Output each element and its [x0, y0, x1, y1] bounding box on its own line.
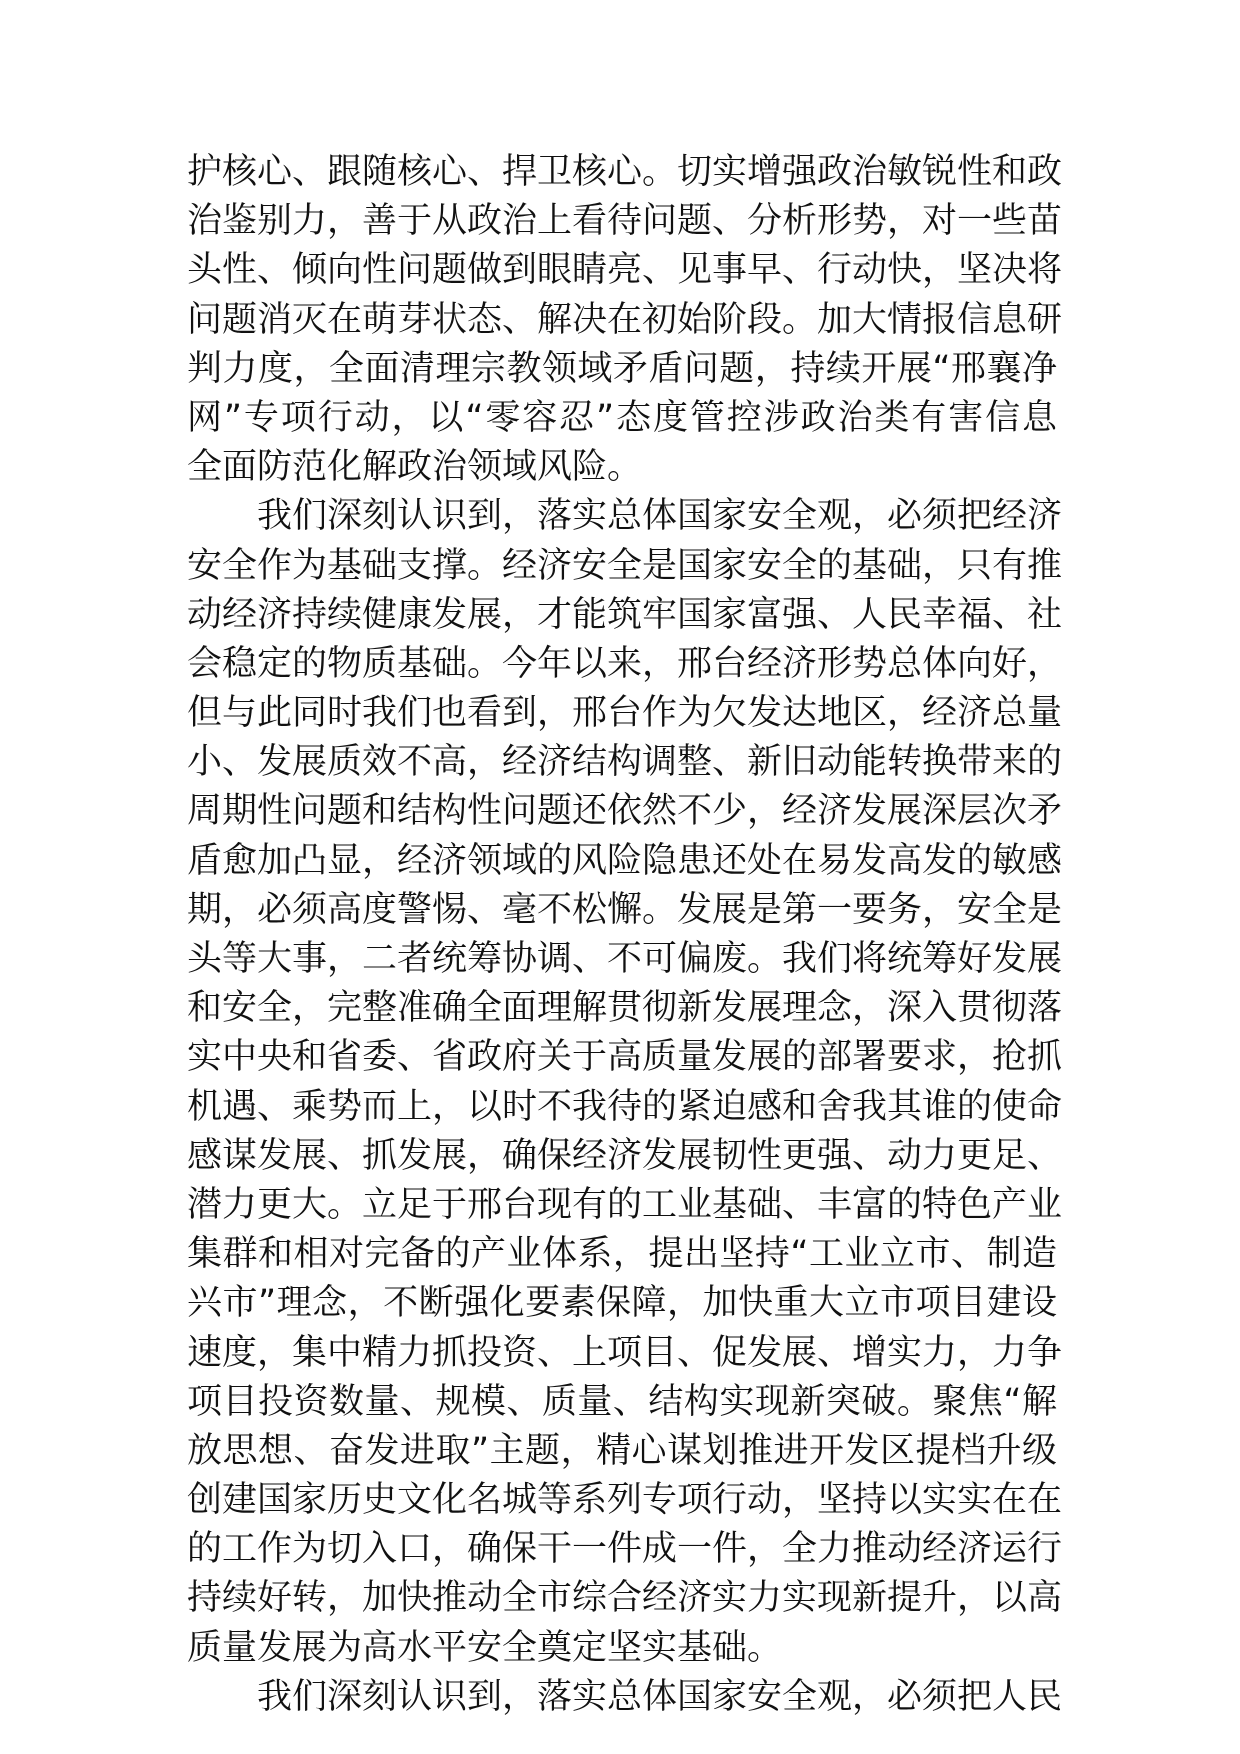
- text-line: 头等大事，二者统筹协调、不可偏废。我们将统筹好发展: [187, 939, 1063, 979]
- text-line: 放思想、奋发进取”主题，精心谋划推进开发区提档升级: [187, 1430, 1057, 1471]
- text-line: 安全作为基础支撑。经济安全是国家安全的基础，只有推: [187, 545, 1063, 586]
- text-line: 网”专项行动，以“零容忍”态度管控涉政治类有害信息: [187, 397, 1057, 438]
- paragraph-people-security: [187, 1673, 1063, 1722]
- text-line: 盾愈加凸显，经济领域的风险隐患还处在易发高发的敏感: [187, 840, 1063, 881]
- text-line: 动经济持续健康发展，才能筑牢国家富强、人民幸福、社: [187, 594, 1063, 635]
- text-line: 但与此同时我们也看到，邢台作为欠发达地区，经济总量: [187, 693, 1063, 734]
- text-line: 持续好转，加快推动全市综合经济实力实现新提升，以高: [187, 1578, 1063, 1619]
- paragraph-political-security: [187, 148, 1063, 492]
- text-line: 治鉴别力，善于从政治上看待问题、分析形势，对一些苗: [187, 201, 1063, 242]
- text-line: 我们深刻认识到，落实总体国家安全观，必须把经济: [187, 496, 1063, 537]
- text-line: 小、发展质效不高，经济结构调整、新旧动能转换带来的: [187, 742, 1063, 783]
- text-line: 创建国家历史文化名城等系列专项行动，坚持以实实在在: [187, 1480, 1063, 1521]
- text-line: 会稳定的物质基础。今年以来，邢台经济形势总体向好，: [187, 643, 1063, 684]
- text-line: 兴市”理念，不断强化要素保障，加快重大立市项目建设: [187, 1283, 1057, 1324]
- text-line: 项目投资数量、规模、质量、结构实现新突破。聚焦“解: [187, 1381, 1057, 1422]
- text-line: 我们深刻认识到，落实总体国家安全观，必须把人民: [187, 1676, 1063, 1717]
- text-line: 机遇、乘势而上，以时不我待的紧迫感和舍我其谁的使命: [187, 1086, 1063, 1127]
- text-line: 问题消灭在萌芽状态、解决在初始阶段。加大情报信息研: [187, 299, 1063, 340]
- text-line: 期，必须高度警惕、毫不松懈。发展是第一要务，安全是: [187, 889, 1063, 930]
- text-line: 和安全，完整准确全面理解贯彻新发展理念，深入贯彻落: [187, 988, 1063, 1029]
- text-line: 速度，集中精力抓投资、上项目、促发展、增实力，力争: [187, 1332, 1063, 1373]
- text-line: 集群和相对完备的产业体系，提出坚持“工业立市、制造: [187, 1234, 1057, 1275]
- text-line: 潜力更大。立足于邢台现有的工业基础、丰富的特色产业: [187, 1184, 1063, 1225]
- text-line: 护核心、跟随核心、捍卫核心。切实增强政治敏锐性和政: [187, 152, 1063, 192]
- text-line: 实中央和省委、省政府关于高质量发展的部署要求，抢抓: [187, 1037, 1063, 1078]
- text-line: 感谋发展、抓发展，确保经济发展韧性更强、动力更足、: [187, 1135, 1063, 1176]
- text-line: 的工作为切入口，确保干一件成一件，全力推动经济运行: [187, 1529, 1063, 1570]
- text-line: 质量发展为高水平安全奠定坚实基础。: [187, 1627, 783, 1668]
- text-line: 周期性问题和结构性问题还依然不少，经济发展深层次矛: [187, 791, 1063, 832]
- paragraph-economic-security: [187, 492, 1063, 1673]
- text-line: 全面防范化解政治领域风险。: [187, 447, 643, 488]
- body-text: [187, 148, 1063, 1722]
- text-line: 判力度，全面清理宗教领域矛盾问题，持续开展“邢襄净: [187, 348, 1057, 389]
- text-line: 头性、倾向性问题做到眼睛亮、见事早、行动快，坚决将: [187, 250, 1063, 291]
